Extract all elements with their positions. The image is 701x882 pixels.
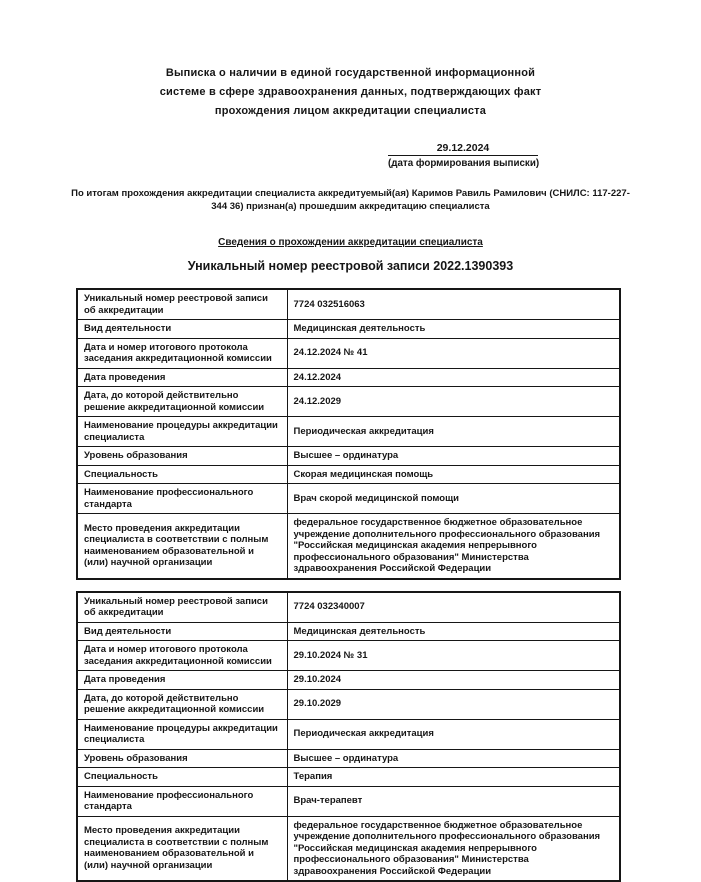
table-row (77, 641, 620, 671)
table-row (77, 338, 620, 368)
table-row (77, 387, 620, 417)
row-label: Дата, до которой действительно решение аккредитационной комиссии (77, 387, 287, 417)
row-value: Периодическая аккредитация (287, 417, 620, 447)
intro-paragraph: По итогам прохождения аккредитации специалиста аккредитуемый(ая) Каримов Равиль Рамилович (СНИЛС: 117-227-344 36) признан(а) прошедшим аккредитацию специалиста (64, 187, 638, 213)
table-row (77, 465, 620, 484)
row-value: Медицинская деятельность (287, 622, 620, 641)
registry-record-heading: Уникальный номер реестровой записи 2022.1390393 (0, 259, 701, 273)
table-row (77, 592, 620, 623)
row-label: Дата проведения (77, 671, 287, 690)
accreditation-table-1 (76, 288, 621, 580)
row-label: Специальность (77, 465, 287, 484)
row-label: Уникальный номер реестровой записи об аккредитации (77, 289, 287, 320)
section-heading: Сведения о прохождении аккредитации специалиста (0, 237, 701, 248)
document-title: Выписка о наличии в единой государственной информационной системе в сфере здравоохранения данных, подтверждающих факт прохождения лицом аккредитации специалиста (151, 64, 551, 121)
table-row (77, 289, 620, 320)
table-row (77, 447, 620, 466)
row-label: Наименование профессионального стандарта (77, 484, 287, 514)
row-value: 29.10.2024 (287, 671, 620, 690)
issue-date: 29.12.2024 (388, 142, 538, 156)
row-value: Периодическая аккредитация (287, 719, 620, 749)
table-row (77, 622, 620, 641)
row-value: 24.12.2029 (287, 387, 620, 417)
table-row (77, 768, 620, 787)
table-row (77, 514, 620, 579)
row-label: Наименование процедуры аккредитации специалиста (77, 417, 287, 447)
row-value: 29.10.2029 (287, 689, 620, 719)
row-value: 29.10.2024 № 31 (287, 641, 620, 671)
row-label: Специальность (77, 768, 287, 787)
table-row (77, 671, 620, 690)
table-row (77, 719, 620, 749)
row-label: Вид деятельности (77, 622, 287, 641)
row-label: Дата, до которой действительно решение аккредитационной комиссии (77, 689, 287, 719)
accreditation-table-2 (76, 591, 621, 882)
table-row (77, 749, 620, 768)
row-label: Наименование процедуры аккредитации специалиста (77, 719, 287, 749)
row-value: Высшее – ординатура (287, 749, 620, 768)
row-value: Скорая медицинская помощь (287, 465, 620, 484)
row-label: Дата и номер итогового протокола заседания аккредитационной комиссии (77, 641, 287, 671)
issue-date-caption: (дата формирования выписки) (388, 156, 538, 169)
row-value: Врач-терапевт (287, 786, 620, 816)
table-row (77, 320, 620, 339)
row-value: федеральное государственное бюджетное образовательное учреждение дополнительного профессионального образования "Российская медицинская академия непрерывного профессионального образования" Министерства здравоохранения Российской Федерации (287, 514, 620, 579)
row-label: Дата и номер итогового протокола заседания аккредитационной комиссии (77, 338, 287, 368)
row-value: 7724 032340007 (287, 592, 620, 623)
row-value: федеральное государственное бюджетное образовательное учреждение дополнительного профессионального образования "Российская медицинская академия непрерывного профессионального образования" Министерства здравоохранения Российской Федерации (287, 816, 620, 881)
table-row (77, 417, 620, 447)
row-value: Терапия (287, 768, 620, 787)
table-row (77, 816, 620, 881)
row-label: Уровень образования (77, 749, 287, 768)
table-row (77, 786, 620, 816)
table-row (77, 368, 620, 387)
row-label: Место проведения аккредитации специалиста в соответствии с полным наименованием образовательной и (или) научной организации (77, 514, 287, 579)
row-label: Вид деятельности (77, 320, 287, 339)
row-label: Уникальный номер реестровой записи об аккредитации (77, 592, 287, 623)
row-label: Уровень образования (77, 447, 287, 466)
row-value: Медицинская деятельность (287, 320, 620, 339)
row-value: 24.12.2024 (287, 368, 620, 387)
table-row (77, 484, 620, 514)
row-value: 24.12.2024 № 41 (287, 338, 620, 368)
row-label: Наименование профессионального стандарта (77, 786, 287, 816)
row-value: Высшее – ординатура (287, 447, 620, 466)
row-label: Дата проведения (77, 368, 287, 387)
row-label: Место проведения аккредитации специалиста в соответствии с полным наименованием образовательной и (или) научной организации (77, 816, 287, 881)
table-row (77, 689, 620, 719)
row-value: Врач скорой медицинской помощи (287, 484, 620, 514)
row-value: 7724 032516063 (287, 289, 620, 320)
issue-date-block (388, 142, 538, 169)
